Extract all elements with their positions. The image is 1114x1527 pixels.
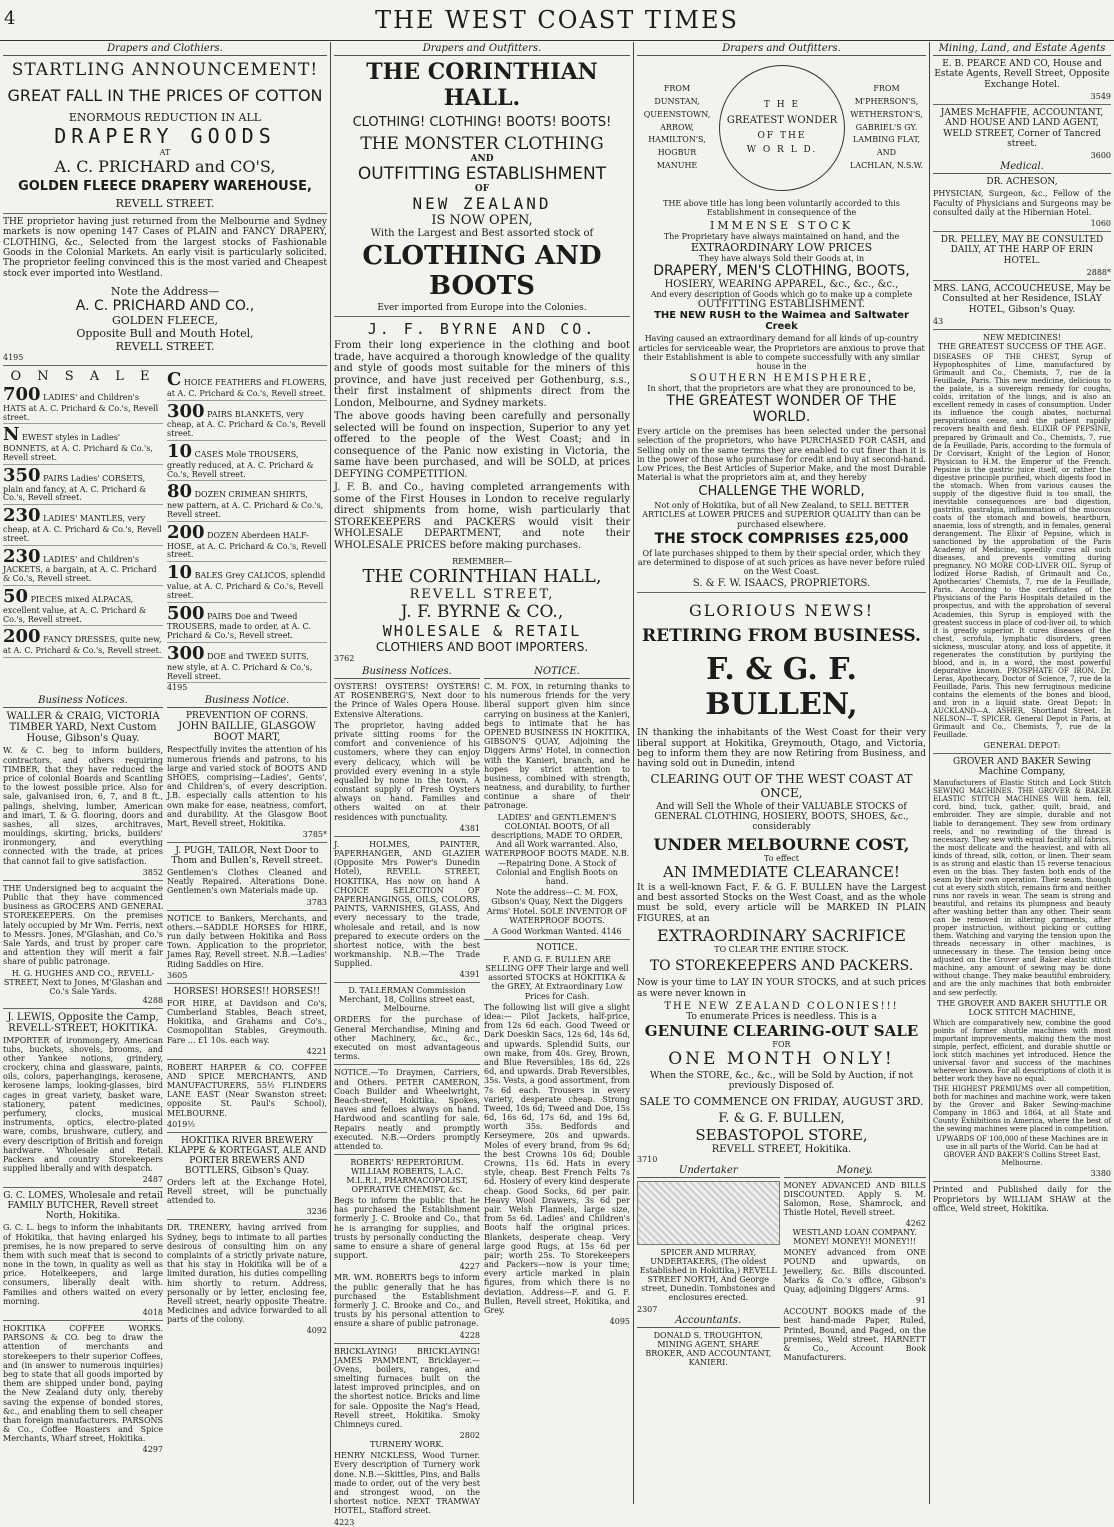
column-3 [634, 42, 930, 1504]
ad-body: Now is your time to LAY IN YOUR STOCKS, and at such prices as were never known in [637, 978, 926, 999]
ad-number: 4297 [142, 1445, 163, 1455]
sale-item: 80 DOZEN CRIMEAN SHIRTS, new pattern, at A. C. Prichard & Co.'s, Revell street. [167, 481, 327, 521]
ad-body: IMPORTER of ironmongery, American tubs, buckets, shovels, brooms, and other Yankee notions, grindery, crockery, china and glassware, paints, oils, colors, paperhangings, kerosene, kerosene lamps, looking-glasses, bird cages in great variety, basket ware, stationery, patent medicines, perfumery, clocks, musical instruments, optics, electro-plated ware, combs, brushware, cutlery, and every description of British and foreign hardware. Wholesale and Retail. Packers and country Storekeepers supplied liberally and with despatch. [3, 1035, 164, 1174]
ad-headline: DRAPERY GOODS [54, 124, 276, 148]
ad-body: THE proprietor having just returned from the Melbourne and Sydney markets is now opening 147 Cases of PLAIN and FANCY DRAPERY, CLOTHING, &c., Selected from the largest stocks of Fashionable Goods in the Colonial Markets. An early visit is particularly solicited. The proprietor feeling convinced this is the most varied and Cheapest stock ever imported into Westland. [3, 217, 327, 279]
ad-body: DR. PELLEY, MAY BE CONSULTED DAILY, AT THE HARP OF ERIN HOTEL. [940, 234, 1104, 266]
ad-headline: THE NEW RUSH to the Waimea and Saltwater Creek [654, 310, 909, 333]
masthead [0, 0, 1114, 41]
section-header: Drapers and Outfitters. [637, 42, 926, 56]
section-header: Business Notices. [334, 665, 480, 679]
ad-body: UPWARDS OF 100,000 of these Machines are in use in all parts of the World. Can be had at GROVER AND BAKER'S Collins Street East, Melbourne. [936, 1135, 1108, 1168]
ad-text: IS NOW OPEN, [431, 213, 533, 228]
ad-number: 3762 [334, 654, 355, 663]
business-notices-2 [334, 665, 630, 1527]
ad-headline: RETIRING FROM BUSINESS. [642, 626, 921, 647]
ad-number: 3710 [637, 1154, 658, 1164]
ad-number: 2802 [459, 1431, 480, 1441]
sale-item: 200 FANCY DRESSES, quite new, at A. C. Prichard & Co.'s, Revell street. [3, 626, 163, 658]
ad-text: REVELL STREET, Hokitika. [711, 1143, 852, 1155]
ad-firm: G. C. LOMES, Wholesale and retail FAMILY BUTCHER, Revell street North, Hokitika. [3, 1191, 163, 1222]
ad-number: 4227 [459, 1262, 480, 1272]
ad-headline: ROBERTS' REPERTORIUM. [350, 1158, 464, 1168]
ad-number: 3852 [142, 867, 163, 877]
sale-item: 230 LADIES' MANTLES, very cheap, at A. C. Prichard & Co.'s, Revell street. [3, 505, 163, 545]
ad-firm: H. G. HUGHES AND CO., REVELL-STREET, Next to Jones, M'Glashan and Co.'s Sale Yards. [3, 968, 163, 996]
ad-firm: F. AND G. F. BULLEN ARE SELLING OFF Their large and well assorted STOCKS at HOKITIKA & the GREY, At Extraordinary Low Prices for Cash. [485, 954, 629, 1001]
on-sale-grid [3, 369, 327, 692]
ad-text: A Good Workman Wanted. 4146 [492, 926, 622, 936]
ad-number: 2888* [1086, 268, 1111, 277]
ad-headline: GENUINE CLEARING-OUT SALE [644, 1021, 919, 1040]
from-list-right: FROM M'PHERSON'S, WETHERSTON'S, GABRIEL'S GY. LAMBING FLAT, AND LACHLAN, N.S.W. [850, 84, 923, 170]
section-header: Undertaker [637, 1164, 780, 1178]
ad-headline: THE CORINTHIAN HALL, [362, 566, 602, 587]
sale-item: 50 PIECES mixed ALPACAS, excellent value, at A. C. Prichard & Co.'s, Revell street. [3, 586, 163, 626]
ad-headline: EXTRAORDINARY LOW PRICES [690, 241, 873, 255]
sale-item: 300 PAIRS BLANKETS, very cheap, at A. C. Prichard & Co.'s, Revell street. [167, 401, 327, 441]
ad-headline: EXTRAORDINARY SACRIFICE [657, 926, 906, 946]
ad-body: THE Undersigned beg to acquaint the Public that they have commenced business as GROCERS AND GENERAL STOREKEEPERS. On the premises lately occupied by Mr Wm. Ferris, next to Messrs. Jones, M'Glashan, and Co.'s Sale Yards, and trust by proper care and attention they will merit a fair share of public patronage. [3, 883, 163, 967]
ad-headline: DRAPERY, MEN'S CLOTHING, BOOTS, [653, 263, 910, 280]
ad-headline: THE GREATEST WONDER OF THE WORLD. [666, 393, 897, 426]
ad-body: Having caused an extraordinary demand for all kinds of up-country articles for serviceable wear, the Proprietors are anxious to prove that their Establishment is able to compete successfully with any similar house in the [638, 334, 925, 371]
ad-firm: J. F. BYRNE & CO., [400, 602, 564, 622]
sale-item: C HOICE FEATHERS and FLOWERS, at A. C. Prichard & Co.'s, Revell street. [167, 369, 327, 401]
ad-body: C. M. FOX, in returning thanks to his numerous friends for the very liberal support given him since carrying on business at the Kanieri, begs to intimate that he has OPENED BUSINESS IN HOKITIKA, GIBSON'S QUAY, Adjoining the Diggers Arms' Hotel, in connection with the Kanieri, branch, and he hopes by strict attention to business, combined with strength, neatness, and durability, to further continue a share of their patronage. [484, 682, 630, 811]
wonder-header [637, 59, 926, 197]
ad-body: ORDERS for the purchase of General Merchandise, Mining and other Machinery, &c., &c., executed on most advantageous terms. [334, 1015, 480, 1062]
ad-firm: KLAPPE & KORTEGAST, ALE AND PORTER BREWERS AND BOTTLERS, Gibson's Quay. [167, 1145, 327, 1176]
ad-headline: PREVENTION OF CORNS. [185, 711, 309, 722]
ad-body: HOKITIKA COFFEE WORKS. PARSONS & CO. beg to draw the attention of merchants and storekeepers to their superior Coffees, and (in answer to numerous inquiries) beg to state that all goods imported by them are shipped under bond, paying the New Zealand duty only, thereby saving the expense of bonded stores, &c., and enabling them to sell cheaper than foreign manufacturers. PARSONS & Co., Coffee Roasters and Spice Merchants, Wharf street, Hokitika. [3, 1324, 163, 1444]
section-header: Accountants. [637, 1314, 780, 1328]
ad-number: 4195 [3, 353, 24, 363]
ad-firm: DR. ACHESON, [986, 177, 1058, 188]
ad-body: ACCOUNT BOOKS made of the best hand-made Paper, Ruled, Printed, Bound, and Paged, on the premises, Weld street. HARNETT & Co., Account Book Manufacturers. [783, 1307, 926, 1363]
ad-number: 2307 [637, 1304, 658, 1314]
column-1 [0, 42, 331, 1504]
ad-number: 4221 [306, 1046, 327, 1056]
ad-number: 91 [915, 1296, 926, 1306]
ad-number: 4019½ [167, 1119, 196, 1129]
ad-text: AT [159, 148, 171, 157]
ad-firm: A. C. PRICHARD and CO'S, [54, 157, 276, 176]
ad-body: SPICER AND MURRAY, UNDERTAKERS, (The oldest Established in Hokitika,) REVELL STREET NORTH, And George street, Dunedin. Tombstones and enclosures erected. [639, 1247, 777, 1303]
ad-body: MONEY ADVANCED AND BILLS DISCOUNTED. Apply S. M. Salomon, Rose, Shamrock, and Thistle Hotel, Revell street. [783, 1180, 926, 1218]
ad-number: 4018 [142, 1308, 163, 1318]
bottom-notices [637, 1164, 926, 1370]
ad-headline: THE MONSTER CLOTHING [360, 134, 604, 154]
sale-item: 10 CASES Mole TROUSERS, greatly reduced, at A. C. Prichard & Co.'s, Revell street. [167, 441, 327, 481]
ad-body: Note the address—C. M. FOX, Gibson's Quay, Next the Diggers Arms' Hotel. SOLE INVENTOR OF WATERPROOF BOOTS. [486, 888, 628, 925]
ad-text: REVELL STREET. [115, 197, 215, 210]
ad-headline: THE GREATEST SUCCESS OF THE AGE. [937, 342, 1107, 352]
sale-item: 300 DOE and TWEED SUITS, new style, at A. C. Prichard & Co.'s, Revell street. [167, 643, 327, 683]
ad-firm: J. PUGH, TAILOR, Next Door to Thom and Bullen's, Revell street. [171, 846, 323, 867]
ad-text: REVELL STREET, [409, 587, 555, 602]
ad-body: HENRY NICKLESS, Wood Turner. Every description of Turnery work done. N.B.—Skittles, Pins, and Balls made to order, out of the very best and strongest wood, on the shortest notice. NEXT TRAMWAY HOTEL, Stafford street. [334, 1451, 480, 1516]
ad-body: In short, that the proprietors are what they are pronounced to be, [647, 384, 916, 394]
ad-text: SOUTHERN HEMISPHERE, [689, 373, 874, 385]
ad-text: TO CLEAR THE ENTIRE STOCK. [714, 945, 849, 955]
ad-text: FOR [772, 1039, 791, 1049]
imprint: Printed and Published daily for the Proprietors by WILLIAM SHAW at the office, Weld street, Hokitika. [933, 1185, 1111, 1213]
sale-item: 350 PAIRS Ladies' CORSETS, plain and fancy, at A. C. Prichard & Co.'s, Revell street. [3, 465, 163, 505]
section-header: NOTICE. [484, 665, 630, 679]
page-number: 4 [4, 8, 16, 29]
ad-text: ENORMOUS REDUCTION IN ALL [68, 111, 262, 124]
sale-item: 200 DOZEN Aberdeen HALF-HOSE, at A. C. Prichard & Co.'s, Revell street. [167, 522, 327, 562]
ad-body: FOR HIRE, at Davidson and Co's, Cumberland Stables, Beach street, Hokitika, and Grahams and Co's., Cosmopolitan Stables, Greymouth. Fare ... £1 10s. each way. [167, 998, 327, 1045]
section-header: Medical. [933, 160, 1111, 174]
section-header: Drapers and Outfitters. [334, 42, 630, 56]
ad-headline: CLOTHING! CLOTHING! BOOTS! BOOTS! [352, 115, 612, 130]
ad-headline: CLEARING OUT OF THE WEST COAST AT ONCE, [650, 771, 913, 800]
business-notices [3, 694, 327, 1454]
section-header: Business Notice. [167, 694, 327, 708]
ad-body: To enumerate Prices is needless. This is a [686, 1011, 877, 1022]
ad-number: 3380 [1090, 1169, 1111, 1179]
ad-number: 1060 [1090, 218, 1111, 228]
ad-number: 4262 [905, 1219, 926, 1229]
ad-body: THE HIGHEST PREMIUMS over all competition, both for machines and machine work, were taken by the Grover and Baker Sewing-machine Company in 1863 and 1864, at all State and County Exhibitions in America, where the best of the sewing machines were placed in competition. [933, 1084, 1111, 1134]
ad-body: The proprietor, having added private sitting rooms for the comfort and convenience of his customers, where they can enjoy every delicacy, which will be provided every evening in a style equalled by none in the town. A constant supply of Fresh Oysters always on hand. Families and others waited on at their residences with punctuality. [334, 720, 480, 822]
ad-firm: JOHN BAILLIE, GLASGOW BOOT MART, [178, 721, 316, 744]
sale-item: 10 BALES Grey CALICOS, splendid value, at A. C. Prichard & Co.'s, Revell street. [167, 562, 327, 602]
ad-headline: CHALLENGE THE WORLD, [698, 484, 865, 500]
ad-headline: HOKITIKA RIVER BREWERY [180, 1135, 314, 1146]
ad-headline: GOLDEN FLEECE DRAPERY WAREHOUSE, [18, 179, 312, 194]
section-header: Mining, Land, and Estate Agents [933, 42, 1111, 56]
newspaper-title: THE WEST COAST TIMES [375, 6, 739, 34]
ad-text: REVELL STREET. [115, 340, 215, 354]
ad-number: 4223 [334, 1517, 355, 1527]
ad-body: LADIES' and GENTLEMEN'S COLONIAL BOOTS, Of all descriptions, MADE TO ORDER, And all Work warranted. Also, WATERPROOF BOOTS MADE. N.B.—Repairing Done. A Stock of Colonial and English Boots on hand. [484, 812, 630, 886]
ad-body: The Proprietary have always maintained on hand, and the [663, 232, 900, 242]
sale-item: N EWEST styles in Ladies' BONNETS, at A. C. Prichard & Co.'s, Revell street. [3, 424, 163, 464]
ad-firm: OYSTERS! OYSTERS! OYSTERS! AT ROSENBERG'S, Next door to the Prince of Wales Opera House. Extensive Alterations. [334, 682, 480, 719]
ad-body: MR. WM. ROBERTS begs to inform the public generally that he has purchased the Establishment formerly J. C. Brooke and Co., and trusts by his personal attention to ensure a share of public patronage. [334, 1273, 480, 1329]
ad-headline: GENERAL DEPOT: [983, 741, 1061, 751]
ad-firm: WALLER & CRAIG, VICTORIA TIMBER YARD, Next Custom House, Gibson's Quay. [6, 711, 160, 745]
ad-body: Of late purchases shipped to them by their special order, which they are determined to dispose of at such prices as have never before ruled on the West Coast. [637, 548, 926, 577]
ad-headline: CLOTHING AND BOOTS [362, 241, 602, 301]
ad-headline: CLOTHIERS AND BOOT IMPORTERS. [375, 640, 589, 654]
ad-firm: S. & F. W. ISAACS, PROPRIETORS. [692, 578, 871, 590]
ad-headline: GREAT FALL IN THE PRICES OF COTTON [7, 86, 323, 105]
oval-emblem: T H E GREATEST WONDER OF THE W O R L D. [719, 65, 845, 191]
ad-text: OF [474, 184, 490, 194]
ad-headline: GLORIOUS NEWS! [688, 601, 875, 621]
ad-text: Ever imported from Europe into the Colonies. [377, 303, 587, 313]
ad-body: JAMES McHAFFIE, ACCOUNTANT, AND HOUSE AND LAND AGENT, WELD STREET, Corner of Tancred street. [940, 108, 1104, 150]
ad-headline: O N S A L E [10, 369, 156, 385]
ad-body: PHYSICIAN, Surgeon, &c., Fellow of the Faculty of Physicians and Surgeons may be consulted daily at the Hibernian Hotel. [933, 189, 1111, 217]
ad-text: Note the Address— [110, 285, 220, 299]
ad-headline: HORSES! HORSES!! HORSES!! [173, 986, 321, 997]
ad-number: 4288 [142, 995, 163, 1005]
ad-body: They have always Sold their Goods at, in [698, 254, 865, 264]
ad-body: And will Sell the Whole of their VALUABLE STOCKS of GENERAL CLOTHING, HOSIERY, BOOTS, SHOES, &c., considerably [654, 801, 909, 833]
ad-body: From their long experience in the clothing and boot trade, have acquired a thorough knowledge of the quality and style of goods most suitable for the miners of this province, and have just received per Gothenburg, s.s., their first instalment of shipments direct from the London, Melbourne, and Sydney markets. [334, 340, 630, 409]
ad-body: J. F. B. and Co., having completed arrangements with some of the First Houses in London to receive regularly direct shipments from home, wish particularly that STOREKEEPERS and PACKERS would visit their WHOLESALE DEPARTMENT, and note their WHOLESALE PRICES before making purchases. [334, 482, 630, 551]
ad-number: 3605 [167, 970, 188, 980]
section-header: Drapers and Clothiers. [3, 42, 327, 56]
ad-number: 4195 [167, 683, 188, 693]
ad-headline: TO STOREKEEPERS AND PACKERS. [649, 958, 914, 975]
ad-body: NOTICE to Bankers, Merchants, and others.—SADDLE HORSES for HIRE, run daily between Hokitika and Ross Town. Application to the proprietor, James Ray, Revell street. N.B.—Ladies' Riding Saddles on Hire. [167, 913, 327, 969]
ad-body: IN thanking the inhabitants of the West Coast for their very liberal support at Hokitika, Greymouth, Otago, and Victoria, beg to inform them they are now Retiring from Business, and having sold out in Dunedin, intend [637, 728, 926, 770]
ad-number: 4228 [459, 1330, 480, 1340]
ad-body: Respectfully invites the attention of his numerous friends and patrons, to his large and varied stock of BOOTS AND SHOES, comprising—Ladies', Gents', and Children's, of every description. J.B. especially calls attention to his own make for ease, neatness, comfort, and durability. At the Glasgow Boot Mart, Revell street, Hokitika. [167, 745, 327, 828]
ad-number: 3785* [302, 830, 327, 840]
ad-body: E. B. PEARCE AND CO, House and Estate Agents, Revell Street, Opposite Exchange Hotel. [934, 59, 1110, 90]
ad-text: Opposite Bull and Mouth Hotel, [76, 327, 254, 341]
section-header: Business Notices. [3, 694, 163, 708]
ad-headline: NEW MEDICINES! [982, 333, 1062, 343]
ad-headline: SALE TO COMMENCE ON FRIDAY, AUGUST 3RD. [639, 1094, 924, 1108]
ad-firm: D. TALLERMAN Commission Merchant, 18, Collins street east, Melbourne. [338, 986, 476, 1014]
ad-headline: ONE MONTH ONLY! [668, 1048, 895, 1069]
ad-headline: TURNERY WORK. [370, 1440, 444, 1450]
ad-number: 2487 [142, 1175, 163, 1185]
ad-text: HOSIERY, WEARING APPAREL, &c., &c., &c., [664, 279, 899, 291]
ad-number: 4092 [306, 1326, 327, 1336]
ad-body: Manufacturers of Elastic Stitch and Lock Stitch SEWING MACHINES. THE GROVER & BAKER ELASTIC STITCH MACHINES Will hem, fell, cord, bind, tuck, gather, quilt, braid, and embroider. They are simple, durable and not liable to derangement. They sew from ordinary reels, and no rewinding of the thread is necessary. They sew with equal facility all fabrics, the most delicate and the heaviest, and with all kinds of thread, silk, cotton, or linen. Their seam is as strong and elastic than 15 reverse tenacious even on the bias. They fasten both ends of the seam by their own operation. Their seam, though cut at every sixth stitch, remains firm and neither runs nor ravels in wear. The seam is strong and beautiful, and retains its plumpness and beauty after washing better than any other. Their seam can be removed in altering garments, after proper instruction, without picking or cutting them. Watching and varying the tension upon the threads necessary in other machines, is unnecessary in these. The tension being once adjusted on the Grover and Baker elastic stitch machine, any amount of sewing may be done without change. They make beautiful embroidery, and are the only machines that both embroider and sew perfectly. [933, 779, 1111, 997]
ad-body: J. HOLMES, PAINTER, PAPERHANGER, AND GLAZIER (Opposite Mrs Power's Dunedin Hotel), REVELL STREET, HOKITIKA, Has now on hand A CHOICE SELECTION OF PAPERHANGINGS, OILS, COLORS, PAINTS, VARNISHES, GLASS, And every necessary to the trade, wholesale and retail, and is now prepared to execute orders on the shortest notice, with the best workmanship. N.B.—The Trade Supplied. [334, 839, 480, 969]
ad-body: Begs to inform the public that he has purchased the Establishment formerly J. C. Brooke and Co., that he is arranging for supplies, and trusts by personally conducting the same to ensure a share of general support. [334, 1196, 480, 1261]
ad-headline: NEW ZEALAND [412, 194, 552, 213]
ad-headline: NOTICE. [536, 942, 578, 953]
ad-headline: WESTLAND LOAN COMPANY. [792, 1228, 917, 1238]
ad-number: 4391 [459, 970, 480, 980]
sale-item: 700 LADIES' and Children's HATS at A. C. Prichard & Co.'s, Revell street. [3, 384, 163, 424]
sale-item: 230 LADIES' and Children's JACKETS, a bargain, at A. C. Prichard & Co.'s, Revell street. [3, 546, 163, 586]
ad-firm: GROVER AND BAKER Sewing Machine Company, [952, 757, 1092, 778]
ad-body: The above goods having been carefully and personally selected will be found on inspection, Superior to any yet offered to the people of the West Coast; and in consequence of the Panic now existing in Victoria, the same have been purchased, and will be SOLD, at prices DEFYING COMPETITION. [334, 411, 630, 480]
ad-number: 4095 [609, 1317, 630, 1327]
ad-headline: THE STOCK COMPRISES £25,000 [654, 530, 909, 547]
ad-body: DR. TRENERY, having arrived from Sydney, begs to intimate to all parties desirous of consulting him on any complaints of a strictly private nature, that his stay in Hokitika will be of a limited duration, his duties compelling him shortly to return. Address, personally or by letter, enclosing fee, Revell street, nearly opposite Theatre. Medicines and advice forwarded to all parts of the colony. [167, 1223, 327, 1325]
ad-number: 3549 [1090, 92, 1111, 102]
ad-body: BRICKLAYING! BRICKLAYING! JAMES PAMMENT, Bricklayer.—Ovens, boilers, ranges, and smelting furnaces built on the latest improved principles, and on the shortest notice. Bricks and lime for sale. Opposite the Nag's Head, Revell street, Hokitika. Smoky Chimneys cured. [334, 1346, 480, 1429]
sale-item: 500 PAIRS Doe and Tweed TROUSERS, made to order, at A. C. Prichard & Co.'s, Revell street. [167, 603, 327, 643]
ad-headline: AN IMMEDIATE CLEARANCE! [663, 862, 900, 881]
ad-body: The following list will give a slight idea:— Pilot Jackets, half-price, from 12s 6d each. Good Tweed or Dark Doeskin Sacs, 12s 6d, 14s 6d, and upwards. Splendid Suits, our own make, from 40s. Grey, Brown, and Blue Reversibles, 18s 6d, 22s 6d, and upwards. Drab Reversibles, 35s. Vests, a good assortment, from 7s 6d each. Trousers in every variety, desperate cheap. Strong Tweed, 10s 6d; Tweed and Doe, 15s 6d, 16s 6d, 17s 6d, and 19s 6d, worth 35s. Bedfords and Kerseymere, 20s and upwards. Moles of every brand, from 9s 6d; the best Crowns 10s 6d; Double Crowns, 11s 6d. Hats in every style, cheap. Best French Felts 7s 6d. Hosiery of every kind desperate cheap. Good Socks, 6d per pair. Heavy Wool Drawers, 3s 6d per pair. Welsh Flannels, large size, from 5s 6d. Ladies' and Children's Boots half the original prices. Blankets, desperate cheap. Very large good Rugs, at 15s 6d per pair; worth 25s. To Storekeepers and Packers—now is your time; every article marked in plain figures, from which there is no deviation. Address—F. and G. F. Bullen, Revell street, Hokitika, and Grey. [484, 1002, 630, 1315]
ad-body: Not only of Hokitika, but of all New Zealand, to SELL BETTER ARTICLES at LOWER PRICES and SUPERIOR QUALITY than can be purchased elsewhere. [642, 501, 921, 529]
ad-body: When the STORE, &c., &c., will be Sold by Auction, if not previously Disposed of. [649, 1070, 914, 1092]
ad-number: 3236 [306, 1207, 327, 1217]
ad-body: G. C. L. begs to inform the inhabitants of Hokitika, that having enlarged his premises, he is now prepared to serve them with such meat that is second to none in the town, in quality as well as price. Hotelkeepers, and large consumers, liberally dealt with. Families and others waited on every morning. [3, 1223, 163, 1306]
ad-headline: STARTLING ANNOUNCEMENT! [11, 60, 319, 80]
ad-number: 43 [933, 317, 944, 327]
ad-firm: J. LEWIS, Opposite the Camp, REVELL-STREET, HOKITIKA. [7, 1011, 159, 1034]
ad-number: 3783 [306, 897, 327, 907]
ad-body: NOTICE.—To Draymen, Carriers, and Others. PETER CAMERON, Coach Builder and Wheelwright, Beach-street, Hokitika. Spokes, naves and felloes always on hand. Hardwood and scantling for sale. Repairs neatly and promptly executed. N.B.—Orders promptly attended to. [334, 1068, 480, 1151]
ad-text: GOLDEN FLEECE, [111, 314, 219, 328]
ad-text: REMEMBER— [452, 557, 512, 566]
ad-body: Gentlemen's Clothes Cleaned and Neatly Repaired. Alterations Done. Gentlemen's own Materials made up. [167, 868, 327, 896]
ad-firm: F. & G. F. BULLEN, [718, 1110, 845, 1126]
ad-headline: WHOLESALE & RETAIL [382, 622, 582, 640]
ad-text: To effect [764, 853, 799, 863]
column-2 [331, 42, 634, 1527]
ad-body: THE above title has long been voluntarily accorded to this Establishment in consequence of the [663, 199, 900, 218]
ad-body: Orders left at the Exchange Hotel, Revell street, will be punctually attended to. [167, 1177, 327, 1206]
ad-firm: F. & G. F. BULLEN, [705, 652, 858, 723]
ad-body: MONEY advanced from ONE POUND and upwards, on Jewellery, &c. Bills discounted. Marks & Co.'s office, Gibson's Quay, adjoining Diggers' Arms. [783, 1248, 926, 1295]
ad-body: It is a well-known Fact, F. & G. F. BULLEN have the Largest and best assorted Stocks on the West Coast, and as the whole must be sold, every article will be MARKED IN PLAIN FIGURES, at an [637, 882, 926, 924]
ad-body: DONALD S. TROUGHTON, MINING AGENT, SHARE BROKER, AND ACCOUNTANT, KANIERI. [645, 1330, 772, 1368]
ad-firm: J. F. BYRNE AND CO. [367, 320, 597, 338]
ad-headline: THE GROVER AND BAKER SHUTTLE OR LOCK STITCH MACHINE, [937, 998, 1107, 1017]
ad-number: 4381 [459, 823, 480, 833]
section-header: Money. [784, 1164, 927, 1178]
ad-body: And every description of Goods which go to make up a complete [650, 290, 913, 300]
ad-body: Every article on the premises has been selected under the personal selection of the proprietors, who have PURCHASED FOR CASH, and Selling only on the same terms they are enabled to cut finer than it is in the power of those who purchase for credit and buy at second-hand. Low Prices, the Best Articles of Superior Make, and the most Durable Material is what the proprietors aim at, and they hereby [637, 427, 926, 483]
ad-headline: OUTFITTING ESTABLISHMENT [357, 164, 607, 184]
ad-body: Which are comparatively new, combine the good points of former shuttle machines with most important improvements, making them the most simple, perfect, efficient, and durable shuttle or lock stitch machines yet introduced. Hence the universal favor and success of the machines wherever known. For all descriptions of cloth it is better work they have no equal. [933, 1018, 1111, 1083]
hearse-illustration [637, 1181, 780, 1245]
ad-text: With the Largest and Best assorted stock of [370, 228, 594, 239]
column-4 [930, 42, 1114, 1504]
ad-number: 3600 [1090, 151, 1111, 161]
ad-body: ROBERT HARPER & CO. COFFEE AND SPICE MERCHANTS, AND MANUFACTURERS, 55½ FLINDERS LANE EAST (Near Swanston street: opposite St. Paul's School), MELBOURNE. [167, 1062, 327, 1118]
ad-firm: SEBASTOPOL STORE, [695, 1125, 868, 1144]
ad-text: THE NEW ZEALAND COLONIES!!! [664, 1000, 899, 1012]
ad-headline: MONEY! MONEY!! MONEY!!! [793, 1237, 917, 1247]
ad-firm: A. C. PRICHARD AND CO., [75, 298, 255, 315]
ad-text: OUTFITTING ESTABLISHMENT. [697, 299, 866, 311]
ad-text: AND [470, 154, 494, 164]
ad-headline: UNDER MELBOURNE COST, [653, 834, 910, 854]
ad-firm: WILLIAM ROBERTS, L.A.C. M.L.R.I., PHARMACOPOLIST, OPERATIVE CHEMIST, &c. [346, 1167, 468, 1195]
ad-body: MRS. LANG, ACCOUCHEUSE, May be Consulted at her Residence, ISLAY HOTEL, Gibson's Quay. [933, 284, 1111, 315]
ad-body: DISEASES OF THE CHEST, Syrup of Hypophosphites of Lime, manufactured by Grimault and Co., Chemists, 7, rue de la Feuillade, Paris. This new medicine, delicious to the palate, is a sovereign remedy for coughs, colds, irritation of the lungs, and is also an excellent remedy in cases of consumption. Under its influence the cough abates, nocturnal perspirations cease, and the patient rapidly recovers health and flesh. ELIXIR OF PEPSINE, prepared by Grimault and Co., Chemists, 7, rue de la Feuillade, Paris, according to the formula of Dr Corvisart, Knight of the Legion of Honor, Physician to H.M. the Emperor of the French. Pepsine is the gastric juice itself, or rather the digestive principle purified, which digests food in the stomach. When from various causes the supply of the digestive fluid is too small, the inevitable consequences are bad digestion, gastritis, gastralgia, inflammation of the mucous coats of the stomach and bowels, heartburn, anaemia, loss of strength, and in females, general derangement. The Elixir of Pepsine, which is sanctioned by the approbation of the Paris Academy of Medicine, speedily cures all such diseases, and prevents vomiting during pregnancy. NO MORE COD-LIVER OIL. Syrup of Iodized Horse Radish, of Grimault and Co., Apothecaries' Chemists, 7, rue de la Feuillade, Paris. According to the certificates of the Physicians of the Paris Hospitals detailed in the prospectus, and with the approbation of several Academies, this Syrup is employed with the greatest success in place of cod-liver oil, to which it is greatly superior. It cures diseases of the chest, scrofula, lymphatic disorders, green sickness, muscular atony, and loss of appetite, it regenerates the constitution by purifying the blood, and is, in a word, the most powerful depurative known. PROSPHATE OF IRON. Dr. Leras, Apothecary, Doctor of Science, 7, rue de la Feuillade, Paris. This new ferruginous medicine contains the elements of the bones and blood, and iron in a liquid state. Great Depot: In AUCKLAND—A. ASHER, Shortland Street. In NELSON—T. SPICER. General Depot in Paris, at Grimault and Co., Chemists, 7, rue de la Feuillade. [933, 353, 1111, 740]
ad-body: W. & C. beg to inform builders, contractors, and others requiring TIMBER, that they have reduced the price of colonial Boards and Scantling to the lowest possible price. Also for sale, galvanised iron, 6, 7, and 8 ft., palings, shelving, lumber, American and imari, T. & G. flooring, doors and sashes, all sizes, architraves, mouldings, skirting, bricks, builders' ironmongery, and everything connected with the trade, at prices that cannot fail to give satisfaction. [3, 746, 163, 866]
ad-headline: IMMENSE STOCK [709, 219, 854, 233]
ad-headline: THE CORINTHIAN HALL. [366, 59, 598, 111]
from-list-left: FROM DUNSTAN, QUEENSTOWN, ARROW, HAMILTON'S, HOGBUR MANUHE [643, 84, 711, 170]
